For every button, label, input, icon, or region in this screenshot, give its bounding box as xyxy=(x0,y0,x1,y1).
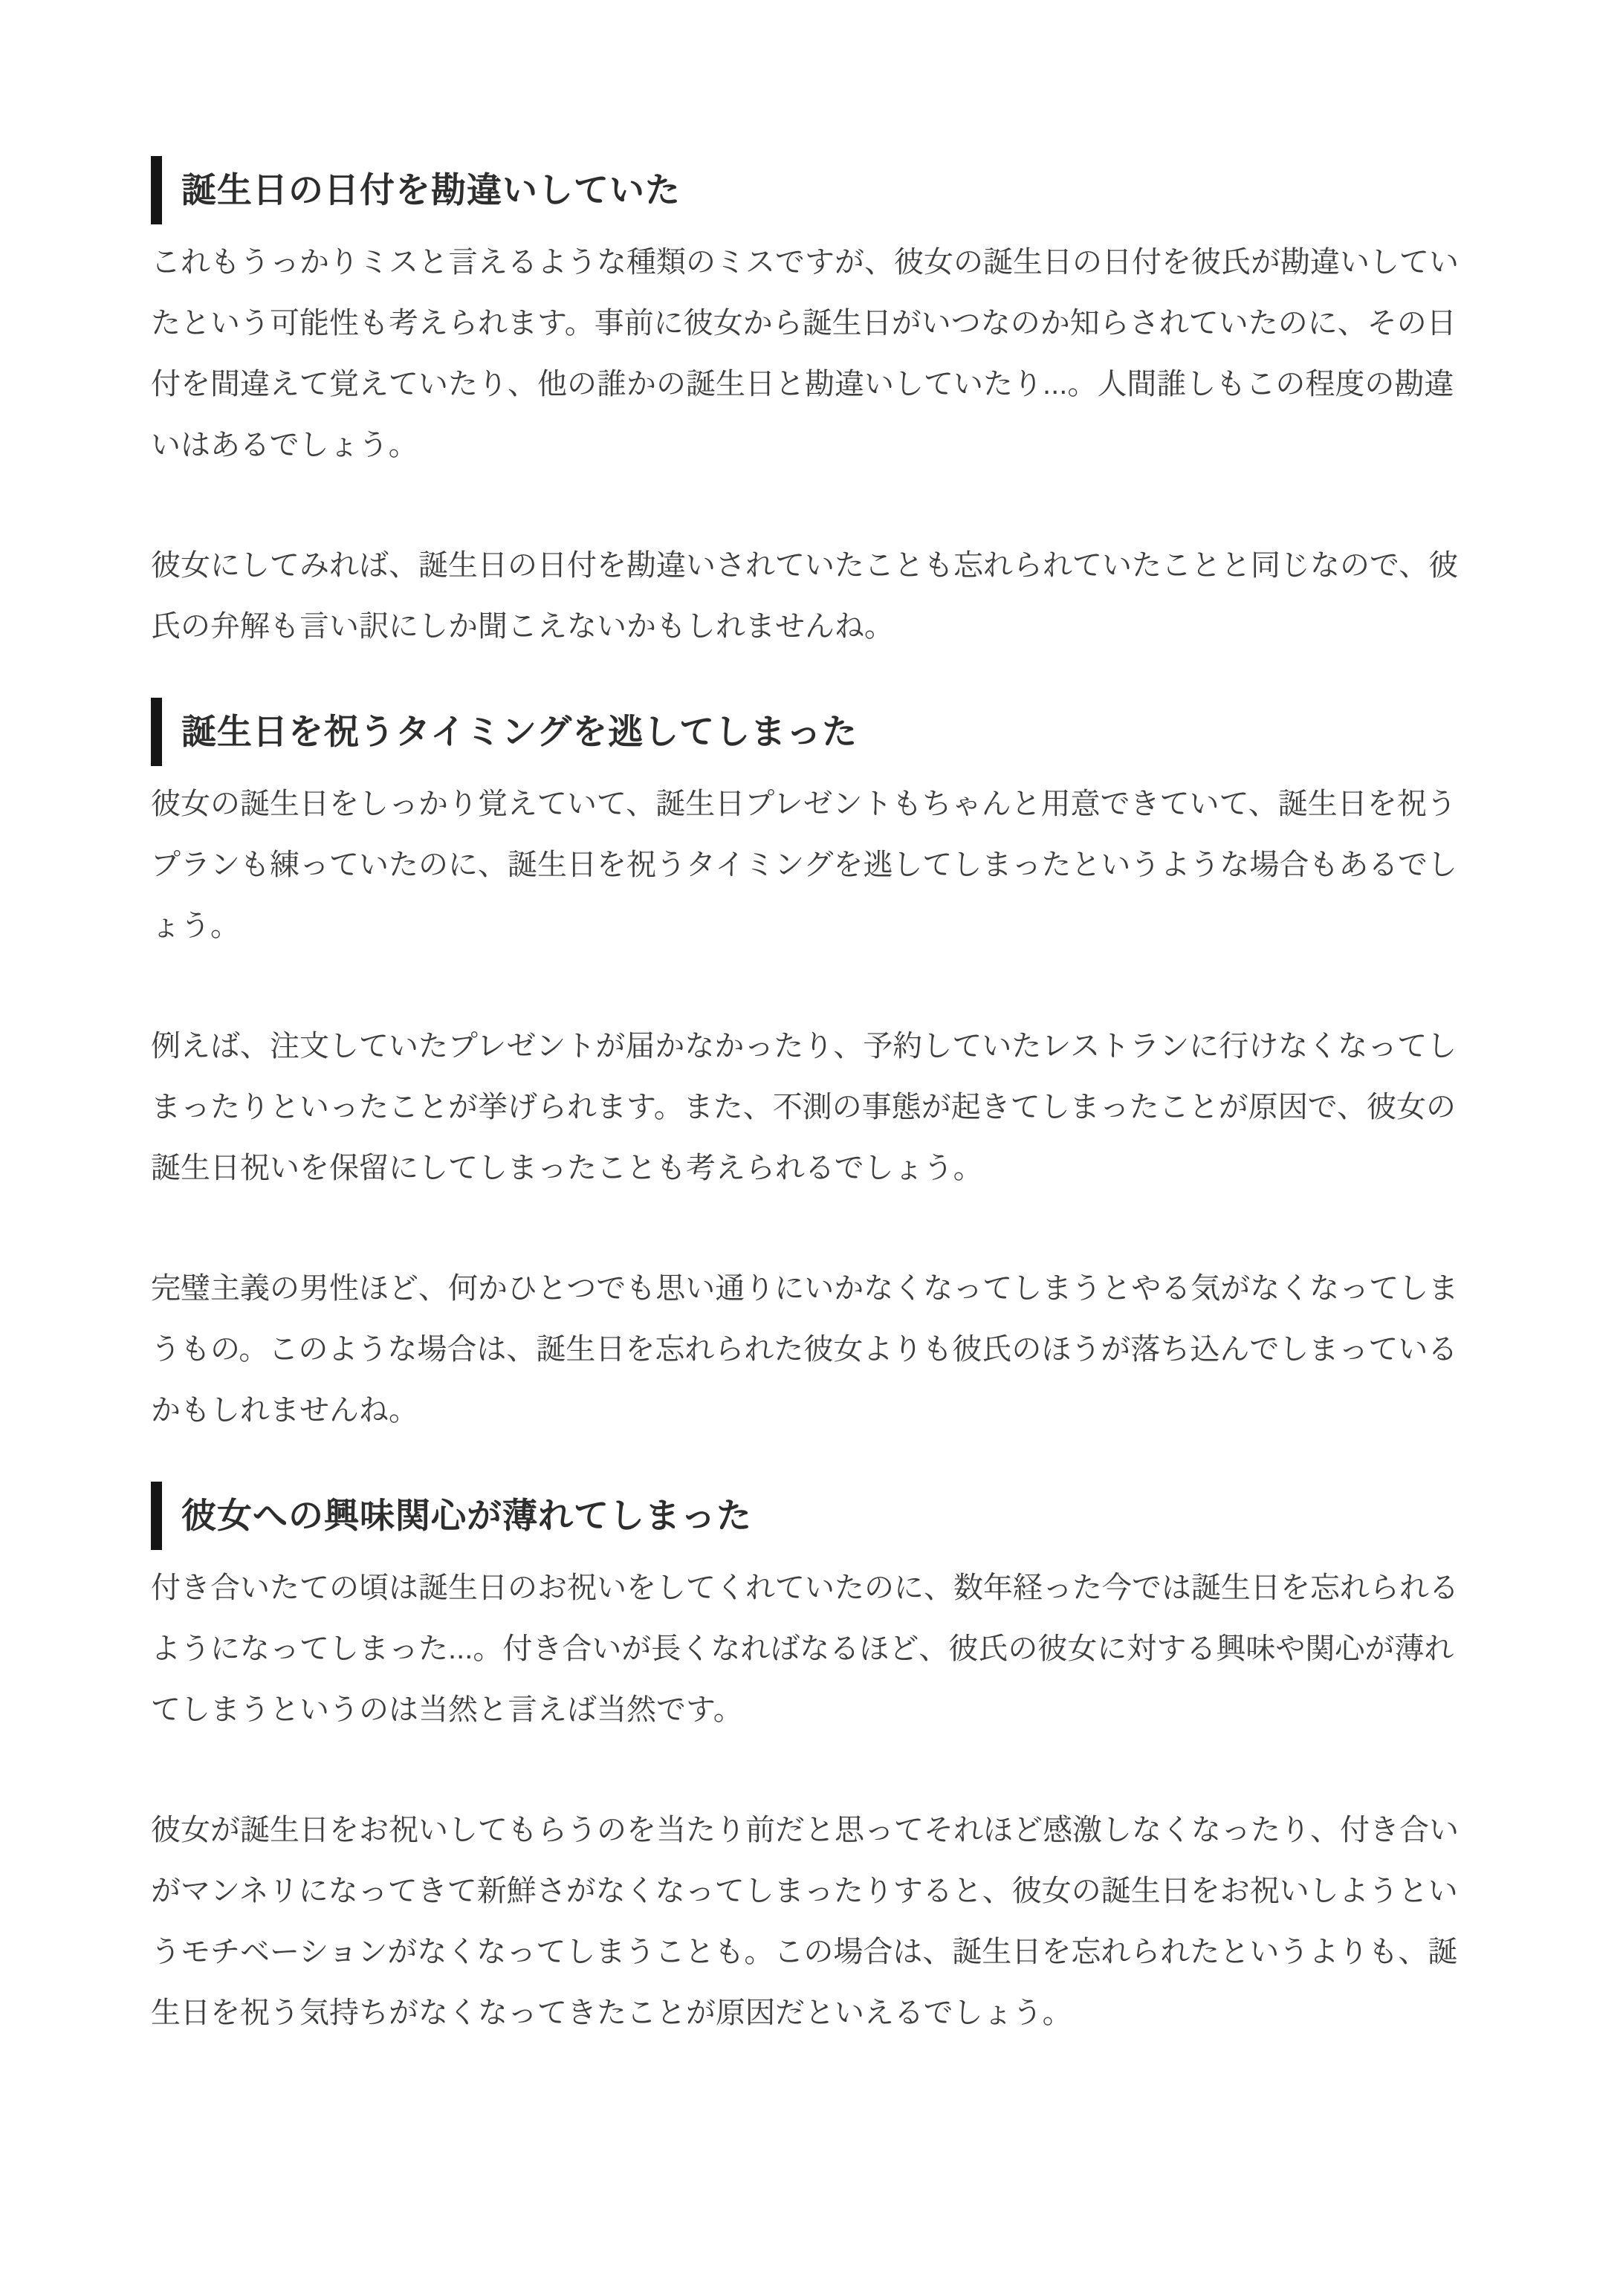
section-missed-timing xyxy=(151,698,1477,1441)
section-heading-row xyxy=(151,698,1477,766)
section-heading: 彼女への興味関心が薄れてしまった xyxy=(181,1496,752,1536)
heading-accent-bar xyxy=(151,156,162,224)
paragraph: 彼女の誕生日をしっかり覚えていて、誕生日プレゼントもちゃんと用意できていて、誕生日を祝うプランも練っていたのに、誕生日を祝うタイミングを逃してしまったというような場合もあるでしょう。 xyxy=(151,788,1457,942)
section-heading: 誕生日を祝うタイミングを逃してしまった xyxy=(181,712,858,752)
paragraph: 例えば、注文していたプレゼントが届かなかったり、予約していたレストランに行けなくなってしまったりといったことが挙げられます。また、不測の事態が起きてしまったことが原因で、彼女の誕生日祝いを保留にしてしまったことも考えられるでしょう。 xyxy=(151,1030,1457,1184)
article-body xyxy=(151,156,1477,2043)
paragraph: これもうっかりミスと言えるような種類のミスですが、彼女の誕生日の日付を彼氏が勘違いしていたという可能性も考えられます。事前に彼女から誕生日がいつなのか知らされていたのに、その日付を間違えて覚えていたり、他の誰かの誕生日と勘違いしていたり...。人間誰しもこの程度の勘違いはあるでしょう。 xyxy=(151,246,1459,461)
section-date-mistake xyxy=(151,156,1477,657)
paragraph: 彼女にしてみれば、誕生日の日付を勘違いされていたことも忘れられていたことと同じなので、彼氏の弁解も言い訳にしか聞こえないかもしれませんね。 xyxy=(151,549,1459,643)
section-heading-row xyxy=(151,1482,1477,1550)
section-lost-interest xyxy=(151,1482,1477,2043)
paragraph: 付き合いたての頃は誕生日のお祝いをしてくれていたのに、数年経った今では誕生日を忘れられるようになってしまった...。付き合いが長くなればなるほど、彼氏の彼女に対する興味や関心が薄れてしまうというのは当然と言えば当然です。 xyxy=(151,1572,1459,1726)
heading-accent-bar xyxy=(151,1482,162,1550)
paragraph: 彼女が誕生日をお祝いしてもらうのを当たり前だと思ってそれほど感激しなくなったり、付き合いがマンネリになってきて新鮮さがなくなってしまったりすると、彼女の誕生日をお祝いしようというモチベーションがなくなってしまうことも。この場合は、誕生日を忘れられたというよりも、誕生日を祝う気持ちがなくなってきたことが原因だといえるでしょう。 xyxy=(151,1814,1459,2029)
section-heading: 誕生日の日付を勘違いしていた xyxy=(181,170,681,210)
section-heading-row xyxy=(151,156,1477,224)
paragraph: 完璧主義の男性ほど、何かひとつでも思い通りにいかなくなってしまうとやる気がなくなってしまうもの。このような場合は、誕生日を忘れられた彼女よりも彼氏のほうが落ち込んでしまっているかもしれませんね。 xyxy=(151,1272,1459,1427)
heading-accent-bar xyxy=(151,698,162,766)
